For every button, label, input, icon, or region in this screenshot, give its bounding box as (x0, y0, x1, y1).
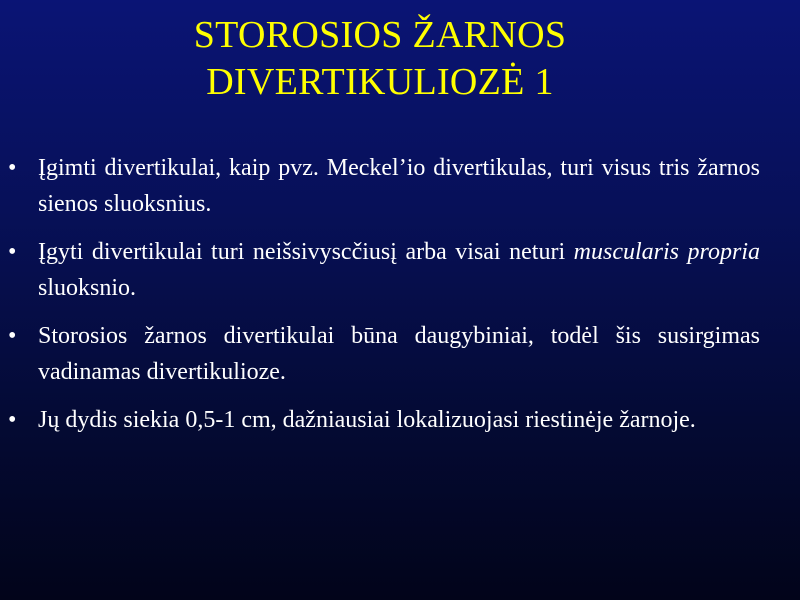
slide-title-line-2: DIVERTIKULIOZĖ 1 (206, 61, 554, 103)
bullet-icon: • (8, 239, 17, 265)
bullet-text-1: Įgimti divertikulai, kaip pvz. Meckel’io divertikulas, turi visus tris žarnos sienos sluoksnius. (38, 155, 760, 217)
bullet-item-4 (8, 402, 760, 438)
bullet-text-4: Jų dydis siekia 0,5-1 cm, dažniausiai lokalizuojasi riestinėje žarnoje. (38, 407, 696, 433)
bullet-icon: • (8, 323, 17, 349)
bullet-item-2 (8, 234, 760, 306)
bullet-text-2 (38, 234, 760, 306)
bullet-icon: • (8, 407, 17, 433)
bullet-text-2-after: sluoksnio. (38, 275, 137, 301)
bullet-icon: • (8, 155, 17, 181)
bullet-text-2-before: Įgyti divertikulai turi neišsivyscčiusį arba visai neturi (38, 239, 574, 265)
bullet-list (8, 150, 760, 450)
bullet-item-3 (8, 318, 760, 390)
bullet-text-2-italic: muscularis propria (573, 239, 761, 265)
bullet-item-1 (8, 150, 760, 222)
bullet-text-3: Storosios žarnos divertikulai būna daugybiniai, todėl šis susirgimas vadinamas divertikulioze. (38, 323, 760, 385)
slide-title (80, 12, 680, 106)
slide-title-line-1: STOROSIOS ŽARNOS (193, 14, 567, 56)
